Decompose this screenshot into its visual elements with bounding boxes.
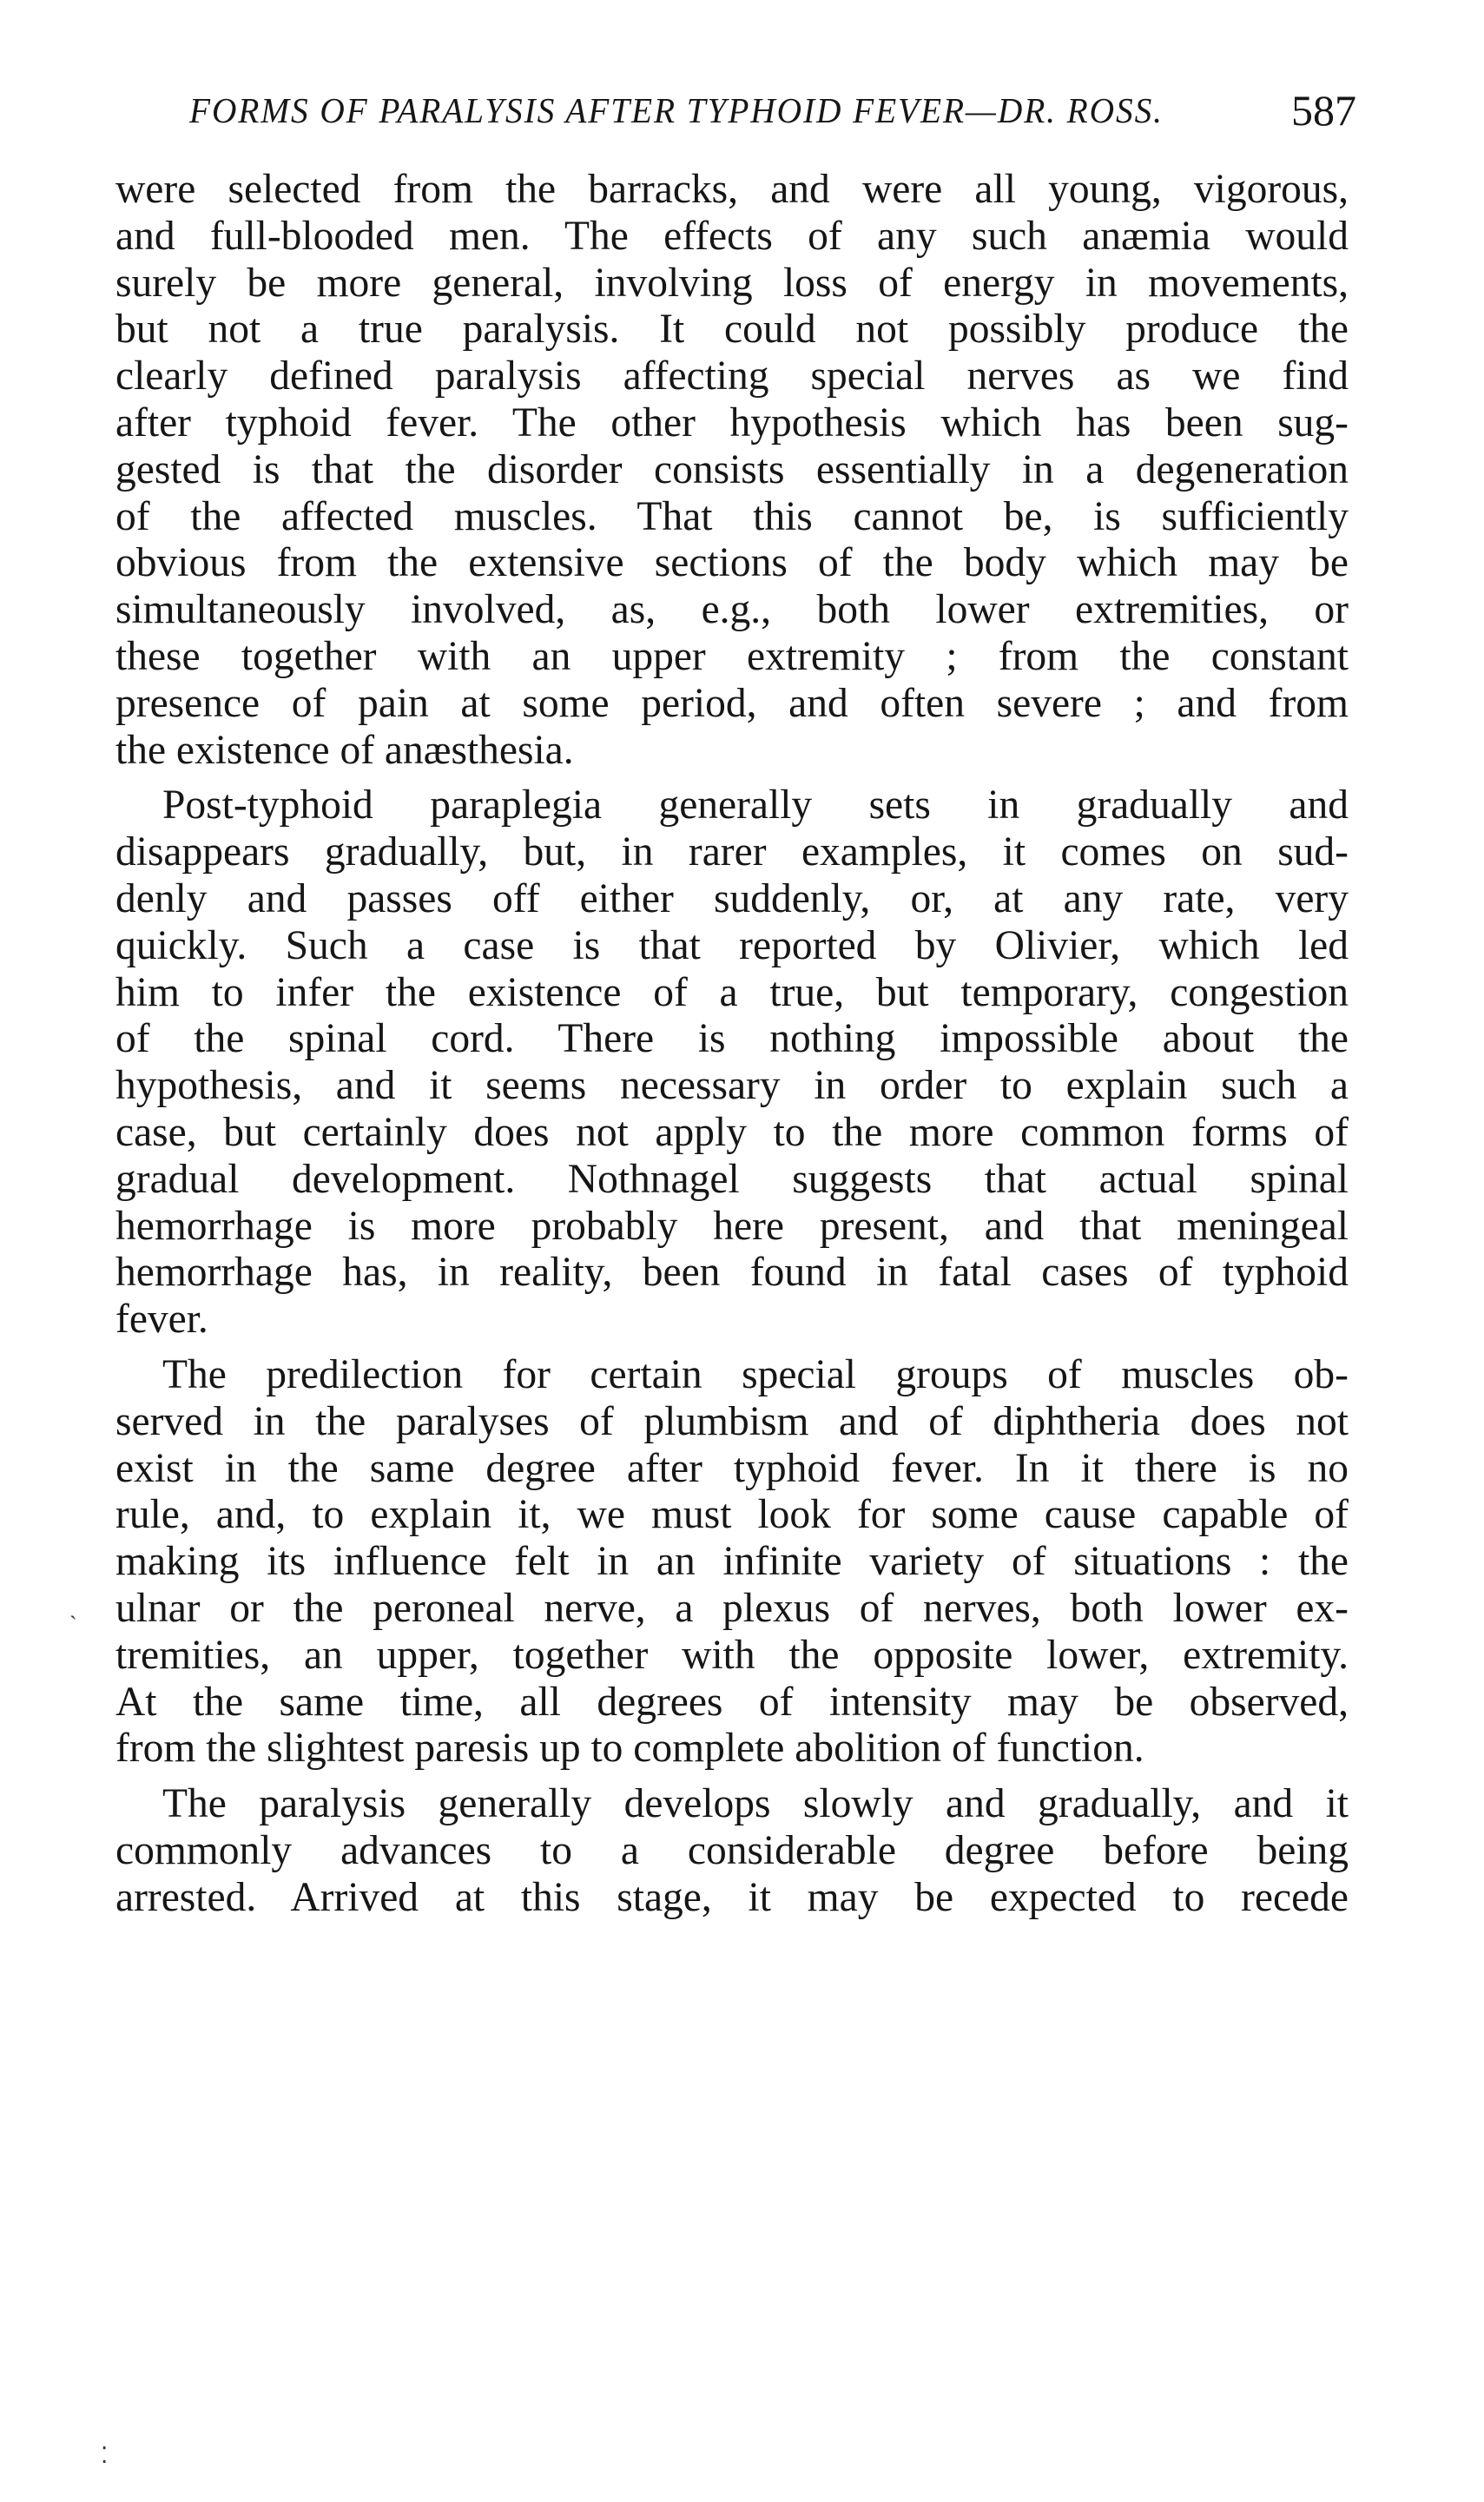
text-line: were selected from the barracks, and were all young, vigorous, xyxy=(115,167,1349,212)
text-line: obvious from the extensive sections of the body which may be xyxy=(115,540,1349,586)
text-line: Post-typhoid paraplegia generally sets in gradually and xyxy=(162,782,1349,828)
paragraph-3 xyxy=(115,1352,1349,1773)
text-line: surely be more general, involving loss of energy in movements, xyxy=(115,260,1349,306)
text-line: At the same time, all degrees of intensity may be observed, xyxy=(115,1679,1349,1725)
text-line: tremities, an upper, together with the opposite lower, extremity. xyxy=(115,1632,1349,1678)
text-line: from the slightest paresis up to complete abolition of function. xyxy=(115,1726,1144,1772)
text-line: making its influence felt in an infinite variety of situations : the xyxy=(115,1539,1349,1585)
paragraph-4 xyxy=(115,1781,1349,1921)
text-line: presence of pain at some period, and often severe ; and from xyxy=(115,680,1349,726)
text-line: him to infer the existence of a true, but temporary, congestion xyxy=(115,969,1349,1015)
text-line: gradual development. Nothnagel suggests that actual spinal xyxy=(115,1156,1349,1202)
text-line: fever. xyxy=(115,1297,208,1343)
text-line: The paralysis generally develops slowly and gradually, and it xyxy=(162,1781,1349,1827)
text-line: after typhoid fever. The other hypothesis which has been sug- xyxy=(115,399,1349,446)
text-line: denly and passes off either suddenly, or, at any rate, very xyxy=(115,875,1349,921)
text-line: gested is that the disorder consists essentially in a degeneration xyxy=(115,446,1349,492)
margin-speck: ˋ xyxy=(69,1612,77,1637)
text-line: of the spinal cord. There is nothing impossible about the xyxy=(115,1016,1349,1062)
text-line: and full-blooded men. The effects of any such anæmia would xyxy=(115,213,1349,259)
text-line: exist in the same degree after typhoid fever. In it there is no xyxy=(115,1445,1349,1491)
text-line: of the affected muscles. That this cannot be, is sufficiently xyxy=(115,493,1349,539)
text-line: simultaneously involved, as, e.g., both lower extremities, or xyxy=(115,587,1349,633)
paragraph-gap xyxy=(115,774,1349,782)
paragraph-gap xyxy=(115,1343,1349,1352)
text-line: rule, and, to explain it, we must look for some cause capable of xyxy=(115,1492,1349,1538)
body-text xyxy=(115,167,1349,1921)
text-line: hemorrhage has, in reality, been found in fatal cases of typhoid xyxy=(115,1250,1349,1296)
text-line: ulnar or the peroneal nerve, a plexus of nerves, both lower ex- xyxy=(115,1585,1349,1631)
text-line: clearly defined paralysis affecting special nerves as we find xyxy=(115,353,1349,399)
text-line: hypothesis, and it seems necessary in order to explain such a xyxy=(115,1063,1349,1109)
text-line: these together with an upper extremity ; from the constant xyxy=(115,633,1349,679)
paragraph-2 xyxy=(115,782,1349,1343)
text-line: commonly advances to a considerable degree before being xyxy=(115,1827,1349,1873)
text-line: served in the paralyses of plumbism and of diphtheria does not xyxy=(115,1398,1349,1444)
paragraph-1 xyxy=(115,167,1349,774)
margin-speck: ⁚ xyxy=(101,2443,109,2468)
text-line: The predilection for certain special groups of muscles ob- xyxy=(162,1351,1349,1397)
text-line: quickly. Such a case is that reported by Olivier, which led xyxy=(115,922,1349,968)
running-head xyxy=(189,80,1356,141)
text-line: disappears gradually, but, in rarer examples, it comes on sud- xyxy=(115,829,1349,875)
text-line: but not a true paralysis. It could not possibly produce the xyxy=(115,307,1349,353)
text-line: the existence of anæsthesia. xyxy=(115,727,574,773)
paragraph-gap xyxy=(115,1773,1349,1781)
text-line: case, but certainly does not apply to the more common forms of xyxy=(115,1109,1349,1155)
page-number: 587 xyxy=(1291,86,1356,135)
text-line: arrested. Arrived at this stage, it may be expected to recede xyxy=(115,1874,1349,1920)
running-title: FORMS OF PARALYSIS AFTER TYPHOID FEVER—DR. ROSS. xyxy=(189,90,1164,130)
text-line: hemorrhage is more probably here present, and that meningeal xyxy=(115,1203,1349,1249)
